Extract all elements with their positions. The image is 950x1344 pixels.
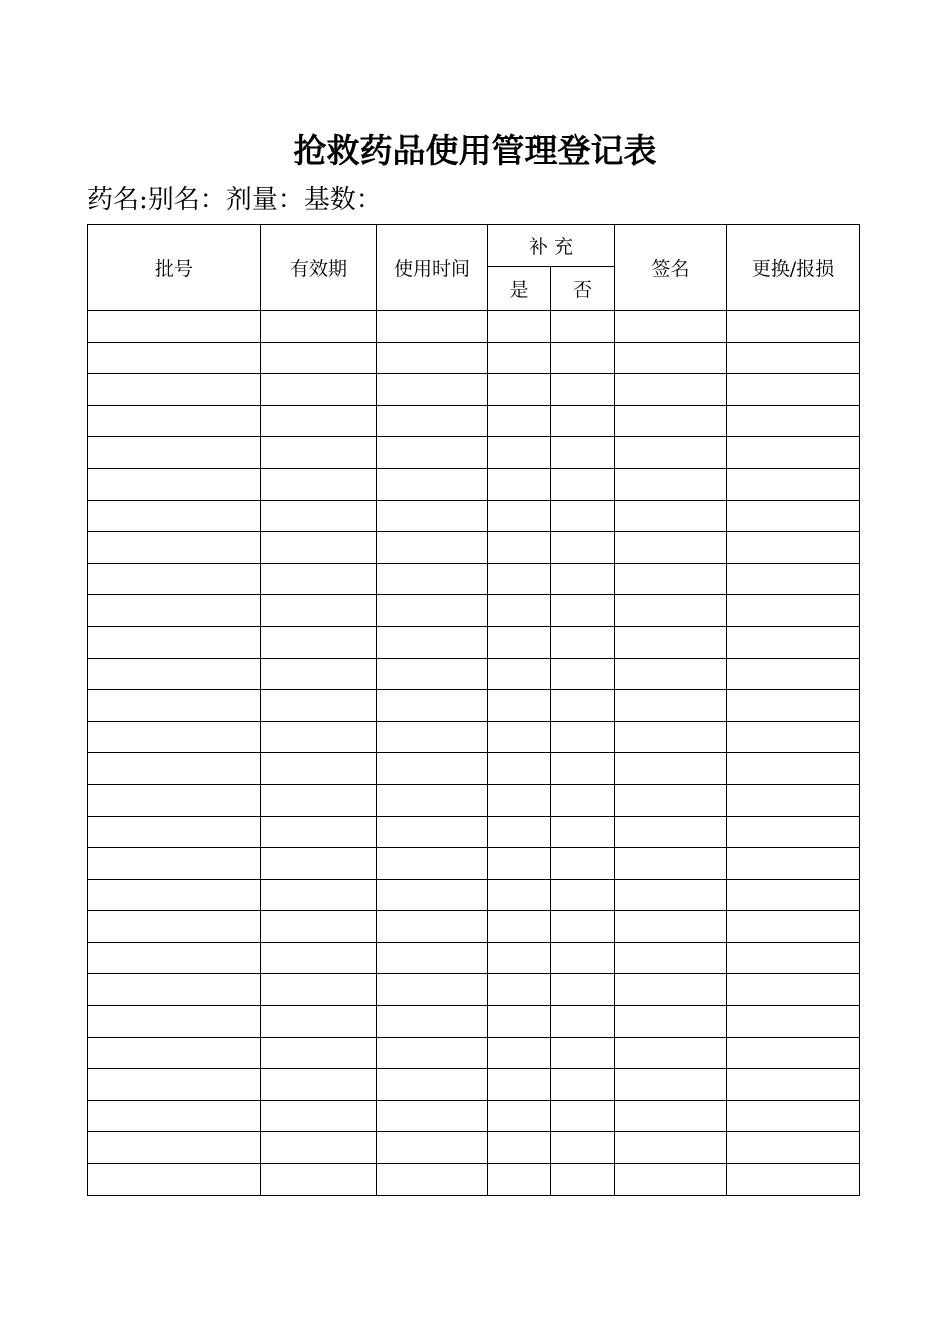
cell-replenish-yes[interactable]: [488, 658, 551, 690]
cell-usage-time[interactable]: [377, 816, 488, 848]
table-row: [88, 626, 860, 658]
cell-replace-scrap[interactable]: [727, 595, 860, 627]
cell-batch-number[interactable]: [88, 626, 261, 658]
cell-usage-time[interactable]: [377, 626, 488, 658]
drug-info-line: 药名:别名：剂量：基数：: [87, 185, 382, 215]
cell-replenish-yes[interactable]: [488, 595, 551, 627]
cell-replenish-yes[interactable]: [488, 816, 551, 848]
cell-replenish-no[interactable]: [551, 974, 615, 1006]
cell-batch-number[interactable]: [88, 753, 261, 785]
cell-replenish-yes[interactable]: [488, 374, 551, 406]
cell-usage-time[interactable]: [377, 342, 488, 374]
cell-replenish-yes[interactable]: [488, 848, 551, 880]
cell-replace-scrap[interactable]: [727, 690, 860, 722]
table-header-row: [88, 225, 860, 267]
cell-signature[interactable]: [615, 1164, 727, 1196]
table-row: [88, 1069, 860, 1101]
table-row: [88, 658, 860, 690]
cell-replenish-yes[interactable]: [488, 468, 551, 500]
cell-expiry-date[interactable]: [261, 879, 377, 911]
cell-replenish-no[interactable]: [551, 437, 615, 469]
table-row: [88, 784, 860, 816]
cell-replace-scrap[interactable]: [727, 563, 860, 595]
cell-replenish-yes[interactable]: [488, 405, 551, 437]
cell-usage-time[interactable]: [377, 468, 488, 500]
cell-replenish-yes[interactable]: [488, 500, 551, 532]
cell-replenish-no[interactable]: [551, 690, 615, 722]
cell-replace-scrap[interactable]: [727, 753, 860, 785]
cell-usage-time[interactable]: [377, 1132, 488, 1164]
cell-signature[interactable]: [615, 690, 727, 722]
table-row: [88, 879, 860, 911]
cell-batch-number[interactable]: [88, 437, 261, 469]
register-body: [88, 311, 860, 1196]
cell-signature[interactable]: [615, 1037, 727, 1069]
cell-expiry-date[interactable]: [261, 816, 377, 848]
cell-signature[interactable]: [615, 879, 727, 911]
cell-usage-time[interactable]: [377, 911, 488, 943]
cell-replace-scrap[interactable]: [727, 1132, 860, 1164]
table-row: [88, 500, 860, 532]
cell-signature[interactable]: [615, 1006, 727, 1038]
cell-replenish-yes[interactable]: [488, 690, 551, 722]
cell-batch-number[interactable]: [88, 500, 261, 532]
header-expiry-date: 有效期: [261, 225, 377, 311]
cell-expiry-date[interactable]: [261, 437, 377, 469]
cell-replenish-no[interactable]: [551, 658, 615, 690]
cell-signature[interactable]: [615, 721, 727, 753]
cell-replenish-yes[interactable]: [488, 626, 551, 658]
cell-batch-number[interactable]: [88, 1100, 261, 1132]
cell-replenish-no[interactable]: [551, 595, 615, 627]
cell-replenish-yes[interactable]: [488, 721, 551, 753]
table-row: [88, 690, 860, 722]
cell-usage-time[interactable]: [377, 974, 488, 1006]
cell-expiry-date[interactable]: [261, 784, 377, 816]
cell-replace-scrap[interactable]: [727, 626, 860, 658]
page-title: 抢救药品使用管理登记表: [293, 131, 657, 170]
table-row: [88, 721, 860, 753]
cell-replenish-yes[interactable]: [488, 532, 551, 564]
cell-expiry-date[interactable]: [261, 468, 377, 500]
table-row: [88, 1164, 860, 1196]
cell-replenish-no[interactable]: [551, 848, 615, 880]
table-row: [88, 911, 860, 943]
cell-batch-number[interactable]: [88, 532, 261, 564]
cell-replenish-no[interactable]: [551, 1164, 615, 1196]
cell-signature[interactable]: [615, 974, 727, 1006]
cell-replenish-yes[interactable]: [488, 1164, 551, 1196]
cell-signature[interactable]: [615, 626, 727, 658]
cell-replenish-yes[interactable]: [488, 879, 551, 911]
table-row: [88, 595, 860, 627]
cell-replace-scrap[interactable]: [727, 784, 860, 816]
cell-usage-time[interactable]: [377, 658, 488, 690]
table-row: [88, 1132, 860, 1164]
cell-replenish-no[interactable]: [551, 311, 615, 343]
cell-replenish-no[interactable]: [551, 1006, 615, 1038]
cell-usage-time[interactable]: [377, 784, 488, 816]
cell-replenish-yes[interactable]: [488, 311, 551, 343]
cell-usage-time[interactable]: [377, 563, 488, 595]
cell-replenish-yes[interactable]: [488, 342, 551, 374]
cell-batch-number[interactable]: [88, 374, 261, 406]
table-row: [88, 374, 860, 406]
cell-batch-number[interactable]: [88, 658, 261, 690]
cell-batch-number[interactable]: [88, 1006, 261, 1038]
cell-replace-scrap[interactable]: [727, 721, 860, 753]
cell-usage-time[interactable]: [377, 405, 488, 437]
cell-replace-scrap[interactable]: [727, 374, 860, 406]
cell-signature[interactable]: [615, 911, 727, 943]
header-signature: 签名: [615, 225, 727, 311]
cell-usage-time[interactable]: [377, 532, 488, 564]
cell-usage-time[interactable]: [377, 374, 488, 406]
cell-expiry-date[interactable]: [261, 532, 377, 564]
cell-expiry-date[interactable]: [261, 374, 377, 406]
cell-signature[interactable]: [615, 816, 727, 848]
cell-replace-scrap[interactable]: [727, 1164, 860, 1196]
table-row: [88, 468, 860, 500]
cell-usage-time[interactable]: [377, 942, 488, 974]
table-row: [88, 1006, 860, 1038]
table-row: [88, 437, 860, 469]
table-row: [88, 311, 860, 343]
cell-replace-scrap[interactable]: [727, 1037, 860, 1069]
cell-expiry-date[interactable]: [261, 405, 377, 437]
table-row: [88, 816, 860, 848]
table-row: [88, 342, 860, 374]
cell-expiry-date[interactable]: [261, 848, 377, 880]
cell-signature[interactable]: [615, 1132, 727, 1164]
cell-usage-time[interactable]: [377, 311, 488, 343]
cell-batch-number[interactable]: [88, 974, 261, 1006]
cell-replace-scrap[interactable]: [727, 311, 860, 343]
cell-replace-scrap[interactable]: [727, 879, 860, 911]
cell-replenish-yes[interactable]: [488, 1069, 551, 1101]
cell-expiry-date[interactable]: [261, 974, 377, 1006]
cell-replenish-yes[interactable]: [488, 974, 551, 1006]
cell-replenish-yes[interactable]: [488, 1006, 551, 1038]
cell-expiry-date[interactable]: [261, 1164, 377, 1196]
cell-replace-scrap[interactable]: [727, 405, 860, 437]
cell-usage-time[interactable]: [377, 595, 488, 627]
cell-usage-time[interactable]: [377, 753, 488, 785]
cell-usage-time[interactable]: [377, 1037, 488, 1069]
cell-expiry-date[interactable]: [261, 942, 377, 974]
header-replenish: 补 充: [488, 225, 615, 267]
cell-signature[interactable]: [615, 342, 727, 374]
table-row: [88, 848, 860, 880]
cell-replace-scrap[interactable]: [727, 816, 860, 848]
cell-usage-time[interactable]: [377, 879, 488, 911]
cell-signature[interactable]: [615, 1069, 727, 1101]
cell-replenish-no[interactable]: [551, 721, 615, 753]
cell-replenish-no[interactable]: [551, 626, 615, 658]
table-row: [88, 405, 860, 437]
cell-replenish-no[interactable]: [551, 563, 615, 595]
cell-expiry-date[interactable]: [261, 626, 377, 658]
cell-replace-scrap[interactable]: [727, 342, 860, 374]
cell-expiry-date[interactable]: [261, 500, 377, 532]
cell-usage-time[interactable]: [377, 437, 488, 469]
cell-replenish-yes[interactable]: [488, 784, 551, 816]
cell-replenish-no[interactable]: [551, 1069, 615, 1101]
cell-replenish-yes[interactable]: [488, 942, 551, 974]
cell-expiry-date[interactable]: [261, 690, 377, 722]
cell-replace-scrap[interactable]: [727, 468, 860, 500]
cell-batch-number[interactable]: [88, 468, 261, 500]
cell-replace-scrap[interactable]: [727, 911, 860, 943]
cell-signature[interactable]: [615, 437, 727, 469]
cell-replenish-no[interactable]: [551, 405, 615, 437]
header-usage-time: 使用时间: [377, 225, 488, 311]
cell-signature[interactable]: [615, 374, 727, 406]
cell-expiry-date[interactable]: [261, 1069, 377, 1101]
table-row: [88, 974, 860, 1006]
cell-replenish-yes[interactable]: [488, 563, 551, 595]
cell-expiry-date[interactable]: [261, 1100, 377, 1132]
cell-batch-number[interactable]: [88, 311, 261, 343]
cell-expiry-date[interactable]: [261, 595, 377, 627]
cell-usage-time[interactable]: [377, 721, 488, 753]
table-row: [88, 753, 860, 785]
table-row: [88, 1100, 860, 1132]
cell-batch-number[interactable]: [88, 405, 261, 437]
cell-batch-number[interactable]: [88, 784, 261, 816]
cell-usage-time[interactable]: [377, 1069, 488, 1101]
cell-batch-number[interactable]: [88, 342, 261, 374]
cell-replenish-no[interactable]: [551, 1037, 615, 1069]
cell-expiry-date[interactable]: [261, 658, 377, 690]
header-replenish-no: 否: [551, 267, 615, 311]
cell-replenish-no[interactable]: [551, 1100, 615, 1132]
cell-signature[interactable]: [615, 311, 727, 343]
cell-usage-time[interactable]: [377, 848, 488, 880]
cell-expiry-date[interactable]: [261, 911, 377, 943]
cell-replenish-no[interactable]: [551, 879, 615, 911]
cell-batch-number[interactable]: [88, 595, 261, 627]
cell-replenish-no[interactable]: [551, 500, 615, 532]
cell-signature[interactable]: [615, 658, 727, 690]
cell-signature[interactable]: [615, 784, 727, 816]
cell-replace-scrap[interactable]: [727, 532, 860, 564]
cell-signature[interactable]: [615, 532, 727, 564]
cell-expiry-date[interactable]: [261, 563, 377, 595]
cell-usage-time[interactable]: [377, 1164, 488, 1196]
cell-replenish-no[interactable]: [551, 911, 615, 943]
cell-signature[interactable]: [615, 942, 727, 974]
table-row: [88, 942, 860, 974]
cell-expiry-date[interactable]: [261, 1132, 377, 1164]
cell-replenish-yes[interactable]: [488, 1132, 551, 1164]
cell-batch-number[interactable]: [88, 879, 261, 911]
cell-usage-time[interactable]: [377, 1100, 488, 1132]
cell-replace-scrap[interactable]: [727, 437, 860, 469]
cell-replenish-no[interactable]: [551, 468, 615, 500]
cell-batch-number[interactable]: [88, 1037, 261, 1069]
cell-expiry-date[interactable]: [261, 1037, 377, 1069]
cell-expiry-date[interactable]: [261, 753, 377, 785]
cell-batch-number[interactable]: [88, 1132, 261, 1164]
cell-replace-scrap[interactable]: [727, 1006, 860, 1038]
cell-replace-scrap[interactable]: [727, 500, 860, 532]
cell-replace-scrap[interactable]: [727, 1069, 860, 1101]
table-row: [88, 532, 860, 564]
table-row: [88, 1037, 860, 1069]
cell-replenish-yes[interactable]: [488, 1100, 551, 1132]
cell-usage-time[interactable]: [377, 500, 488, 532]
cell-usage-time[interactable]: [377, 690, 488, 722]
cell-replace-scrap[interactable]: [727, 942, 860, 974]
cell-signature[interactable]: [615, 595, 727, 627]
cell-signature[interactable]: [615, 1100, 727, 1132]
cell-replenish-no[interactable]: [551, 753, 615, 785]
cell-batch-number[interactable]: [88, 911, 261, 943]
cell-replenish-no[interactable]: [551, 942, 615, 974]
cell-batch-number[interactable]: [88, 721, 261, 753]
register-table: [87, 224, 860, 1196]
cell-expiry-date[interactable]: [261, 721, 377, 753]
cell-signature[interactable]: [615, 848, 727, 880]
cell-replenish-no[interactable]: [551, 532, 615, 564]
cell-batch-number[interactable]: [88, 563, 261, 595]
cell-signature[interactable]: [615, 500, 727, 532]
cell-replenish-no[interactable]: [551, 784, 615, 816]
cell-expiry-date[interactable]: [261, 311, 377, 343]
header-replace-scrap: 更换/报损: [727, 225, 860, 311]
cell-signature[interactable]: [615, 753, 727, 785]
cell-expiry-date[interactable]: [261, 1006, 377, 1038]
table-row: [88, 563, 860, 595]
cell-batch-number[interactable]: [88, 848, 261, 880]
cell-replace-scrap[interactable]: [727, 848, 860, 880]
cell-replenish-yes[interactable]: [488, 437, 551, 469]
cell-usage-time[interactable]: [377, 1006, 488, 1038]
cell-batch-number[interactable]: [88, 1069, 261, 1101]
cell-replenish-no[interactable]: [551, 1132, 615, 1164]
cell-batch-number[interactable]: [88, 1164, 261, 1196]
cell-batch-number[interactable]: [88, 942, 261, 974]
cell-batch-number[interactable]: [88, 816, 261, 848]
cell-replenish-yes[interactable]: [488, 1037, 551, 1069]
cell-expiry-date[interactable]: [261, 342, 377, 374]
header-replenish-yes: 是: [488, 267, 551, 311]
cell-replenish-no[interactable]: [551, 342, 615, 374]
header-batch-number: 批号: [88, 225, 261, 311]
cell-replace-scrap[interactable]: [727, 1100, 860, 1132]
cell-replenish-no[interactable]: [551, 816, 615, 848]
cell-replenish-no[interactable]: [551, 374, 615, 406]
cell-replace-scrap[interactable]: [727, 658, 860, 690]
cell-signature[interactable]: [615, 405, 727, 437]
cell-replenish-yes[interactable]: [488, 753, 551, 785]
cell-batch-number[interactable]: [88, 690, 261, 722]
cell-replace-scrap[interactable]: [727, 974, 860, 1006]
cell-signature[interactable]: [615, 468, 727, 500]
cell-replenish-yes[interactable]: [488, 911, 551, 943]
cell-signature[interactable]: [615, 563, 727, 595]
